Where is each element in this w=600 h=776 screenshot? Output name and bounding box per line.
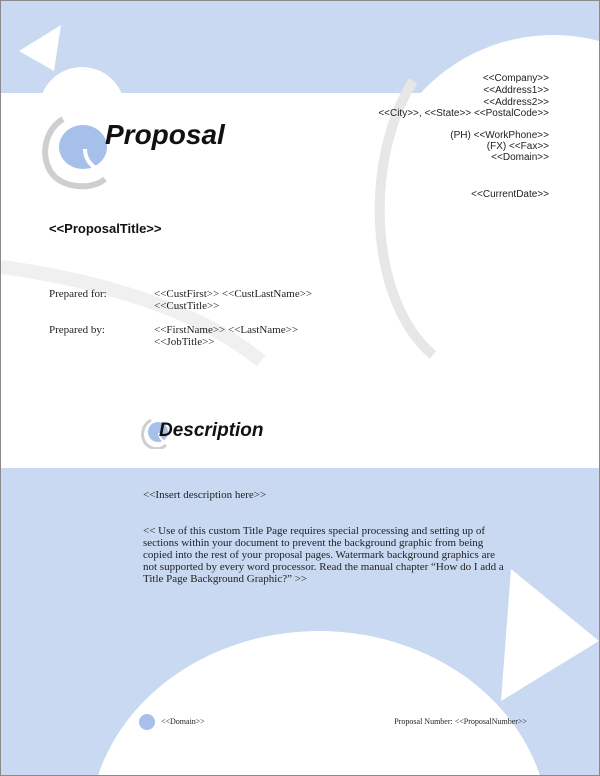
address-line-2: <<Address2>>	[483, 97, 549, 108]
description-heading: Description	[159, 420, 264, 441]
proposal-logo-title: Proposal	[105, 119, 225, 150]
current-date: <<CurrentDate>>	[471, 189, 549, 200]
domain: <<Domain>>	[491, 152, 549, 163]
prepared-for-title: <<CustTitle>>	[154, 300, 220, 312]
description-note: << Use of this custom Title Page requires special processing and setting up of sections within your document to prevent the background graphic from being copied into the rest of your proposal pages. Watermark background graphics are not supported by every word processor. Read the manual chapter “How do I add a Title Page Background Graphic?” >>	[143, 525, 504, 585]
description-placeholder: <<Insert description here>>	[143, 489, 267, 501]
footer-logo-icon	[139, 714, 155, 730]
work-phone: (PH) <<WorkPhone>>	[450, 130, 549, 141]
prepared-for-label: Prepared for:	[49, 288, 107, 300]
prepared-by-name: <<FirstName>> <<LastName>>	[154, 324, 299, 336]
footer-proposal-number: Proposal Number: <<ProposalNumber>>	[394, 717, 527, 726]
prepared-for-name: <<CustFirst>> <<CustLastName>>	[154, 288, 313, 300]
prepared-by-label: Prepared by:	[49, 324, 105, 336]
footer-domain: <<Domain>>	[161, 717, 205, 726]
prepared-by-title: <<JobTitle>>	[154, 336, 215, 348]
address-line-1: <<Address1>>	[483, 85, 549, 96]
proposal-title: <<ProposalTitle>>	[49, 221, 162, 236]
fax-number: (FX) <<Fax>>	[486, 141, 549, 152]
company-name: <<Company>>	[482, 73, 549, 84]
city-state-postal: <<City>>, <<State>> <<PostalCode>>	[378, 108, 549, 119]
